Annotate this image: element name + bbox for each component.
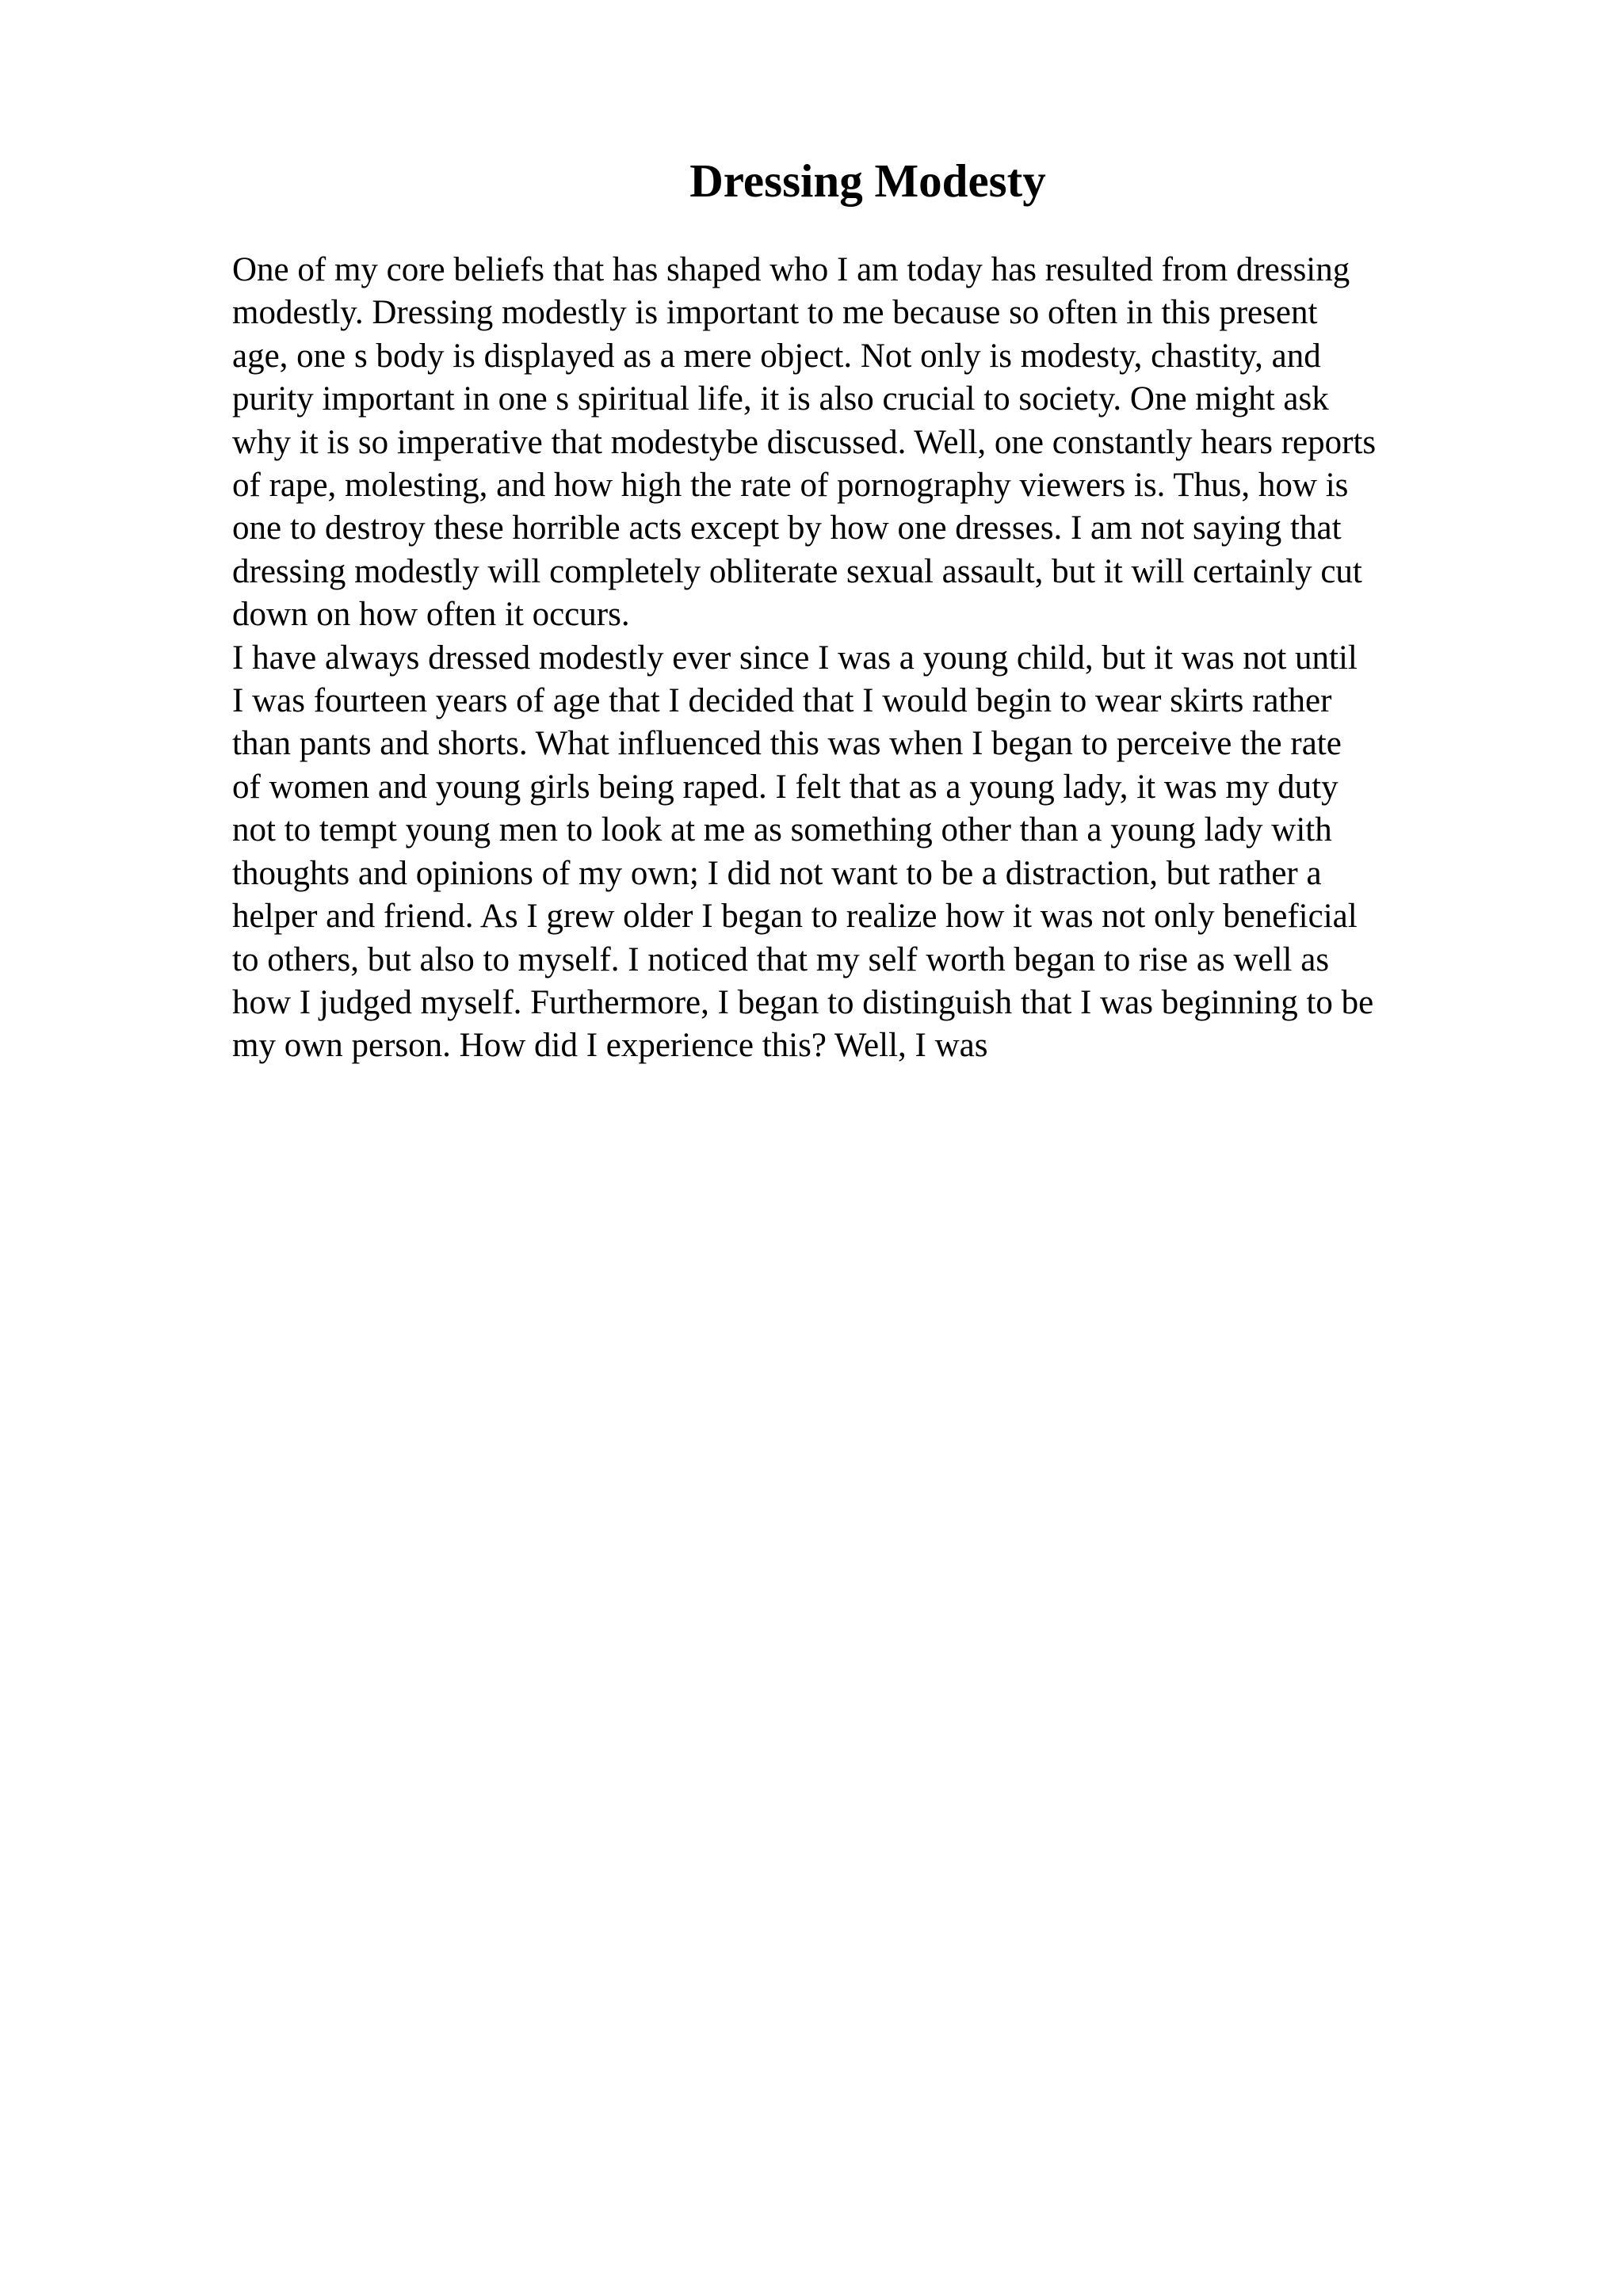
text-line: of women and young girls being raped. I felt that as a young lady, it was my duty [232,768,1338,806]
text-line: of rape, molesting, and how high the rate of pornography viewers is. Thus, how is [232,467,1349,505]
paragraph-1 [232,249,1500,637]
text-line: modestly. Dressing modestly is important to me because so often in this present [232,294,1318,332]
text-line: one to destroy these horrible acts except by how one dresses. I am not saying that [232,509,1342,547]
text-line: thoughts and opinions of my own; I did not want to be a distraction, but rather a [232,854,1322,892]
text-line: my own person. How did I experience this? Well, I was [232,1027,988,1065]
text-line: dressing modestly will completely obliterate sexual assault, but it will certainly cut [232,552,1362,590]
document-title: Dressing Modesty [689,154,1046,207]
text-line: I have always dressed modestly ever since I was a young child, but it was not until [232,639,1358,677]
text-line: to others, but also to myself. I noticed that my self worth began to rise as well as [232,940,1330,978]
document-body [232,249,1500,1068]
text-line: age, one s body is displayed as a mere object. Not only is modesty, chastity, and [232,337,1321,375]
text-line: than pants and shorts. What influenced this was when I began to perceive the rate [232,725,1342,763]
text-line: not to tempt young men to look at me as something other than a young lady with [232,811,1332,849]
text-line: helper and friend. As I grew older I began to realize how it was not only beneficial [232,898,1358,936]
paragraph-2 [232,637,1500,1068]
text-line: why it is so imperative that modestybe discussed. Well, one constantly hears reports [232,423,1377,461]
text-line: One of my core beliefs that has shaped who I am today has resulted from dressing [232,251,1350,288]
text-line: I was fourteen years of age that I decided that I would begin to wear skirts rather [232,682,1332,720]
text-line: purity important in one s spiritual life, it is also crucial to society. One might ask [232,380,1329,418]
text-line: how I judged myself. Furthermore, I began to distinguish that I was beginning to be [232,983,1374,1021]
text-line: down on how often it occurs. [232,596,630,634]
